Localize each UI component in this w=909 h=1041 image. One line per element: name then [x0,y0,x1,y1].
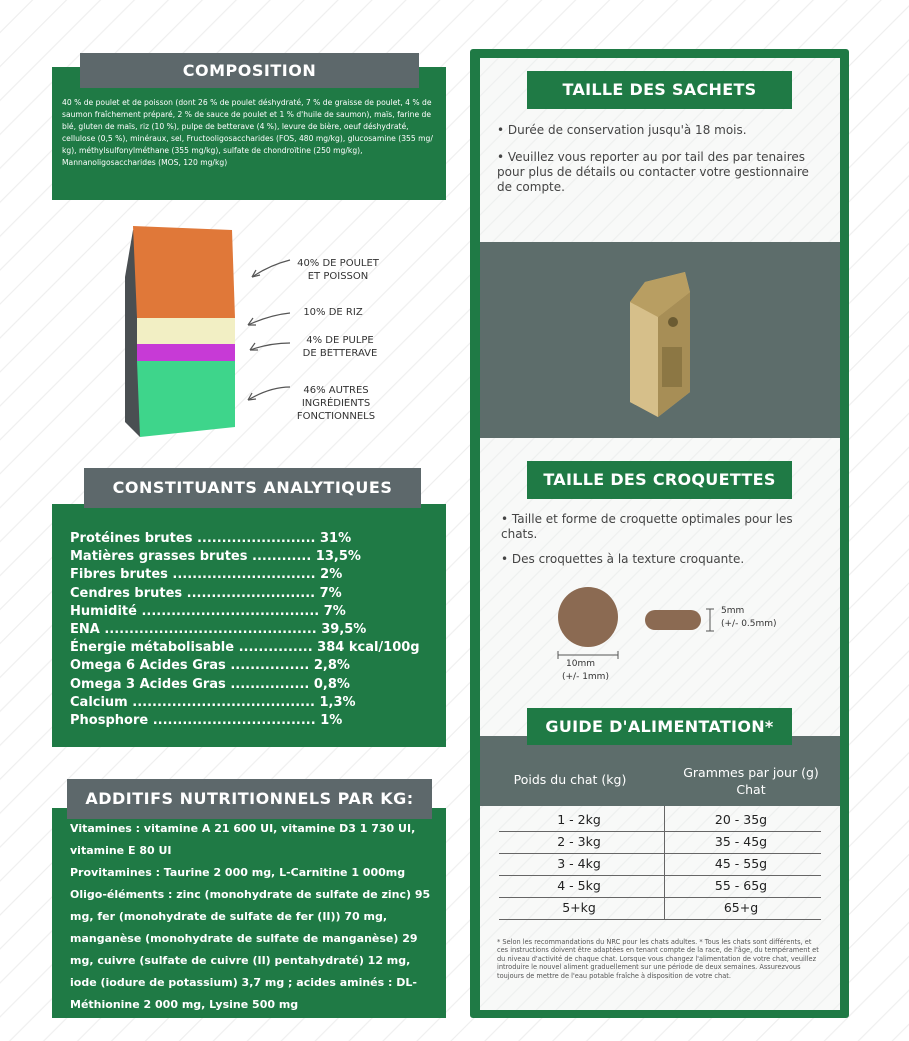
bag-illustration [120,222,240,442]
table-cell-weight: 4 - 5kg [557,878,601,893]
constituant-row: Fibres brutes ............................. 2% [70,567,343,583]
bag-label-chicken [288,257,388,283]
table-cell-weight: 1 - 2kg [557,812,601,827]
sachets-bullet-2: • Veuillez vous reporter au por tail des par tenaires pour plus de détails ou contacter votre gestionnaire de compte. [497,150,809,194]
composition-text: 40 % de poulet et de poisson (dont 26 % de poulet déshydraté, 7 % de graisse de poulet, 4 % de saumon fraîchement préparé, 2 % de sauce de poulet et 1 % d'huile de saumon), maïs, farine de blé, gluten de maïs, riz (10 %), pulpe de betterave (4 %), levure de bière, oeuf déshydraté, cellulose (0,5 %), minéraux, sel, Fructooligosaccharides (FOS, 480 mg/kg), glucosamine (355 mg/ kg), méthylsulfonylméthane (355 mg/kg), sulfate de chondroïtine (250 mg/kg), Mannanoligosaccharides (MOS, 120 mg/kg) [62,98,433,167]
constituant-row: Omega 6 Acides Gras ................ 2,8% [70,658,350,674]
bag-label-other-line2: INGRÉDIENTS [301,398,371,409]
bag-label-other [284,384,388,423]
constituant-row: Cendres brutes .......................... 7% [70,585,342,601]
table-row [499,898,821,920]
guide-col-grams [666,764,836,798]
guide-footnote: * Selon les recommandations du NRC pour les chats adultes. * Tous les chats sont différents, et ces instructions doivent être adaptées en tenant compte de la race, de l'âge, du tempérament et du niveau d'activité de chaque chat. Lorsque vous changez l'alimentation de votre chat, veuillez introduire le nouvel aliment graduellement sur une période de deux semaines. Assurezvous toujours de mettre de l'eau potable fraîche à disposition de votre chat. [497,938,819,980]
constituant-row: Matières grasses brutes ............ 13,5% [70,549,361,565]
bag-slice-rice [137,318,235,344]
constituant-row: Humidité .................................... 7% [70,603,346,619]
table-cell-weight: 5+kg [562,900,596,915]
sachets-title: TAILLE DES SACHETS [527,71,792,109]
additifs-title: ADDITIFS NUTRITIONNELS PAR KG: [67,779,432,819]
sachet-bag-icon [480,242,840,438]
table-cell-grams: 65+g [723,900,759,915]
constituant-row: Protéines brutes ........................ 31% [70,531,352,546]
constituants-title: CONSTITUANTS ANALYTIQUES [84,468,421,508]
bag-label-other-line1: 46% AUTRES [303,385,369,396]
composition-title: COMPOSITION [80,53,419,88]
constituant-row: Calcium ..................................... 1,3% [70,694,356,710]
additifs-panel [52,808,446,1018]
guide-table-header [480,736,840,806]
bag-label-other-line3: FONCTIONNELS [296,411,376,422]
additifs-text: Vitamines : vitamine A 21 600 UI, vitamine D3 1 730 UI, vitamine E 80 UI Provitamines : Taurine 2 000 mg, L-Carnitine 1 000mg Oligo-éléments : zinc (monohydrate de sulfate de zinc) 95 mg, fer (monohydrate de sulfate de fer (II)) 70 mg, manganèse (monohydrate de sulfate de manganèse) 29 mg, cuivre (sulfate de cuivre (II) pentahydraté) 12 mg, iode (iodure de potassium) 3,7 mg ; acides aminés : DL-Méthionine 2 000 mg, Lysine 500 mg [70,822,431,1011]
table-cell-grams: 45 - 55g [714,856,768,871]
bag-label-beet [290,334,390,360]
table-row [499,854,821,876]
bag-label-beet-line1: 4% DE PULPE [306,335,374,346]
guide-col-grams-line2: Chat [736,782,766,797]
bag-slice-chicken [133,226,235,318]
guide-title: GUIDE D'ALIMENTATION* [527,708,792,745]
croquettes-bullet-1: • Taille et forme de croquette optimales pour les chats. [501,512,793,541]
sachet-image [480,242,840,438]
guide-col-grams-line1: Grammes par jour (g) [683,765,819,780]
kibble-side [645,610,701,630]
table-row [499,876,821,898]
table-cell-grams: 20 - 35g [714,812,768,827]
croquettes-bullet-2: • Des croquettes à la texture croquante. [501,552,745,566]
bag-label-rice: 10% DE RIZ [303,307,363,318]
table-cell-weight: 3 - 4kg [557,856,601,871]
kibble-round [558,587,618,647]
croquettes-title: TAILLE DES CROQUETTES [527,461,792,499]
table-row [499,832,821,854]
bag-label-chicken-line1: 40% DE POULET [297,258,379,269]
table-cell-grams: 55 - 65g [714,878,768,893]
kibble-width-label: 10mm [566,659,595,669]
table-row [499,810,821,832]
bag-label-beet-line2: DE BETTERAVE [302,348,378,359]
bag-label-chicken-line2: ET POISSON [307,271,369,282]
guide-col-weight: Poids du chat (kg) [513,772,627,787]
kibble-height-tolerance: (+/- 0.5mm) [721,619,777,629]
constituant-row: Omega 3 Acides Gras ................ 0,8% [70,676,350,692]
bag-slice-beet [137,344,235,361]
constituant-row: ENA ........................................... 39,5% [70,621,367,637]
table-cell-weight: 2 - 3kg [557,834,601,849]
table-cell-grams: 35 - 45g [714,834,768,849]
constituant-row: Énergie métabolisable ............... 384 kcal/100g [70,640,420,656]
sachets-bullet-1: • Durée de conservation jusqu'à 18 mois. [497,123,747,137]
constituants-panel [52,504,446,747]
bag-slice-other [137,361,235,437]
constituant-row: Phosphore ................................. 1% [70,712,343,728]
kibble-width-tolerance: (+/- 1mm) [562,672,609,682]
kibble-height-label: 5mm [721,606,745,616]
